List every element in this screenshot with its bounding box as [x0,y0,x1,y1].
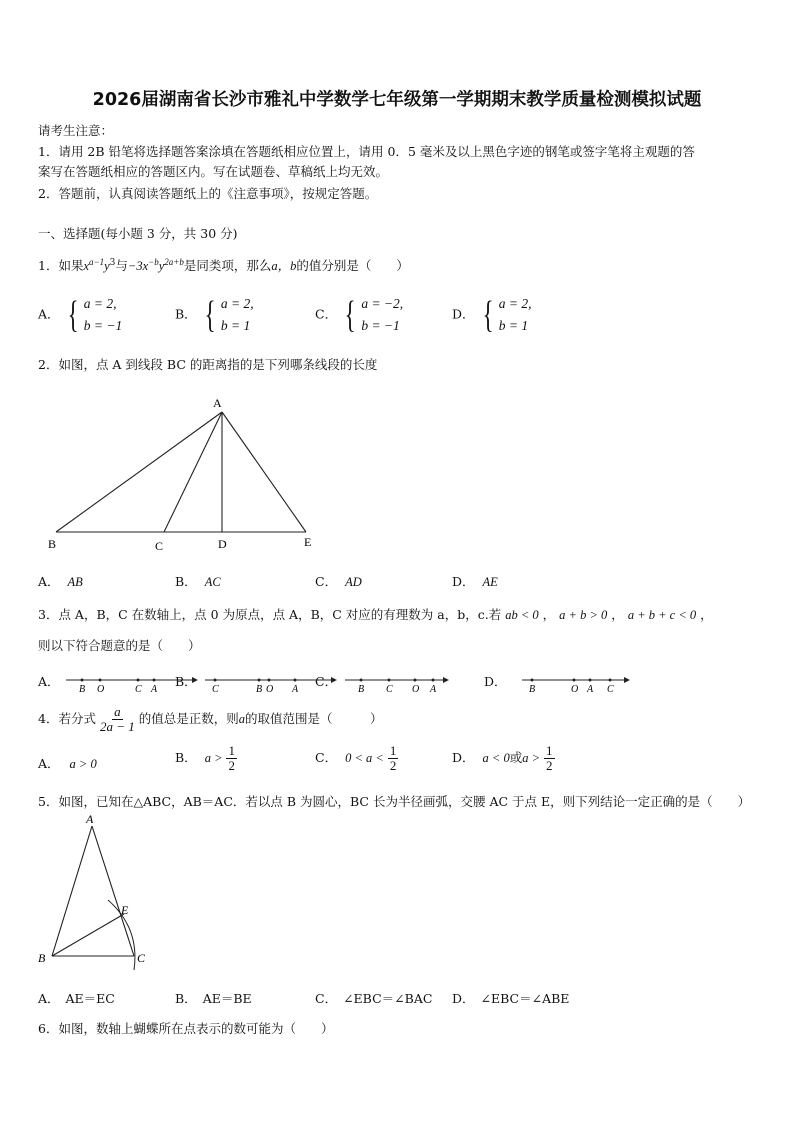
segment-ae [222,412,306,532]
q3-d-number-line [520,672,660,694]
label-a: A [86,812,94,826]
pt-b: B [358,684,365,694]
pt-c: C [386,684,393,694]
q3-c-number-line [343,672,483,694]
pt-o: O [571,684,579,694]
q4-option-b[interactable]: B． a > $\frac{1}{2}$ [175,743,235,773]
question-5-stem: 5．如图，已知在△ABC，AB＝AC．若以点 B 为圆心，BC 长为半径画弧，交腰 AC 于点 E，则下列结论一定正确的是（ ） [38,794,751,809]
notice-item-1-line-1: 1．请用 2B 铅笔将选择题答案涂填在答题纸相应位置上，请用 0．5 毫米及以上黑色字迹的钢笔或签字笔将主观题的答 [38,144,695,159]
question-4-stem: 4．若分式 $\frac{a}{2a - 1}$ 的值总是正数，则a的取值范围是（ ） [38,704,383,734]
notice-item-1-line-2: 案写在答题纸相应的答题区内。写在试题卷、草稿纸上均无效。 [38,164,389,179]
pt-a: A [587,684,594,694]
q2-option-d[interactable]: D． AE [452,574,498,589]
q5-option-c[interactable]: C． ∠EBC＝∠BAC [315,991,433,1006]
question-1-stem: 1．如果$x^{a-1}y^3$与$-3x^{-b}y^{2a+b}$是同类项，那么a，b的值分别是（ ） [38,256,409,273]
pt-c: C [212,684,219,694]
notice-heading: 请考生注意： [38,123,114,138]
segment-ac [92,826,134,956]
question-3-stem-line-2: 则以下符合题意的是（ ） [38,638,201,653]
label-e: E [121,903,129,917]
pt-a: A [151,684,158,694]
q2-option-c[interactable]: C． AD [315,574,362,589]
q5-option-a[interactable]: A． AE＝EC [38,991,115,1006]
pt-a: A [430,684,437,694]
q2-option-b[interactable]: B． AC [175,574,221,589]
q4-option-c[interactable]: C． 0 < a < $\frac{1}{2}$ [315,743,397,773]
label-c: C [155,539,164,553]
q1-option-b[interactable]: B． { a = 2, b = 1 [175,294,254,336]
label-b: B [38,951,46,965]
q3-option-a[interactable]: A． B O C A [38,672,60,690]
pt-b: B [529,684,536,694]
pt-a: A [292,684,299,694]
segment-ac [164,412,222,532]
q1-option-a[interactable]: A． { a = 2, b = −1 [38,294,123,336]
pt-c: C [607,684,614,694]
section-heading: 一、选择题(每小题 3 分，共 30 分) [38,226,238,241]
pt-b: B [256,684,263,694]
pt-o: O [266,684,274,694]
question-2-stem: 2．如图，点 A 到线段 BC 的距离指的是下列哪条线段的长度 [38,357,378,372]
label-b: B [48,537,57,551]
q5-option-d[interactable]: D． ∠EBC＝∠ABE [452,991,570,1006]
q2-option-a[interactable]: A． AB [38,574,83,589]
q5-option-b[interactable]: B． AE＝BE [175,991,252,1006]
segment-ab [56,412,222,532]
q4-option-d[interactable]: D． a < 0或a > $\frac{1}{2}$ [452,743,553,773]
notice-item-2: 2．答题前，认真阅读答题纸上的《注意事项》，按规定答题。 [38,186,378,201]
question-3-stem-line-1: 3．点 A，B，C 在数轴上，点 0 为原点，点 A，B，C 对应的有理数为 a，b，c.若 ab < 0 ， a + b > 0 ， a + b + c < 0 ， [38,607,713,622]
q4-fraction: $\frac{a}{2a - 1}$ [99,704,135,734]
page-title: 2026届湖南省长沙市雅礼中学数学七年级第一学期期末教学质量检测模拟试题 [92,90,702,110]
q1-option-c[interactable]: C． { a = −2, b = −1 [315,294,404,336]
pt-o: O [97,684,105,694]
pt-c: C [135,684,142,694]
q3-option-c[interactable]: C． B C O A [315,672,337,690]
q3-option-d[interactable]: D． B O A C [484,672,507,690]
label-a: A [213,396,222,410]
pt-b: B [79,684,86,694]
label-d: D [218,537,227,551]
q5-triangle-figure [36,810,166,972]
pt-o: O [412,684,420,694]
q2-triangle-figure [40,392,330,557]
label-c: C [137,951,146,965]
label-e: E [304,535,312,549]
q1-option-d[interactable]: D． { a = 2, b = 1 [452,294,532,336]
q3-option-b[interactable]: B． C B O A [175,672,197,690]
q4-option-a[interactable]: A． a > 0 [38,756,97,771]
question-6-stem: 6．如图，数轴上蝴蝶所在点表示的数可能为（ ） [38,1021,334,1036]
